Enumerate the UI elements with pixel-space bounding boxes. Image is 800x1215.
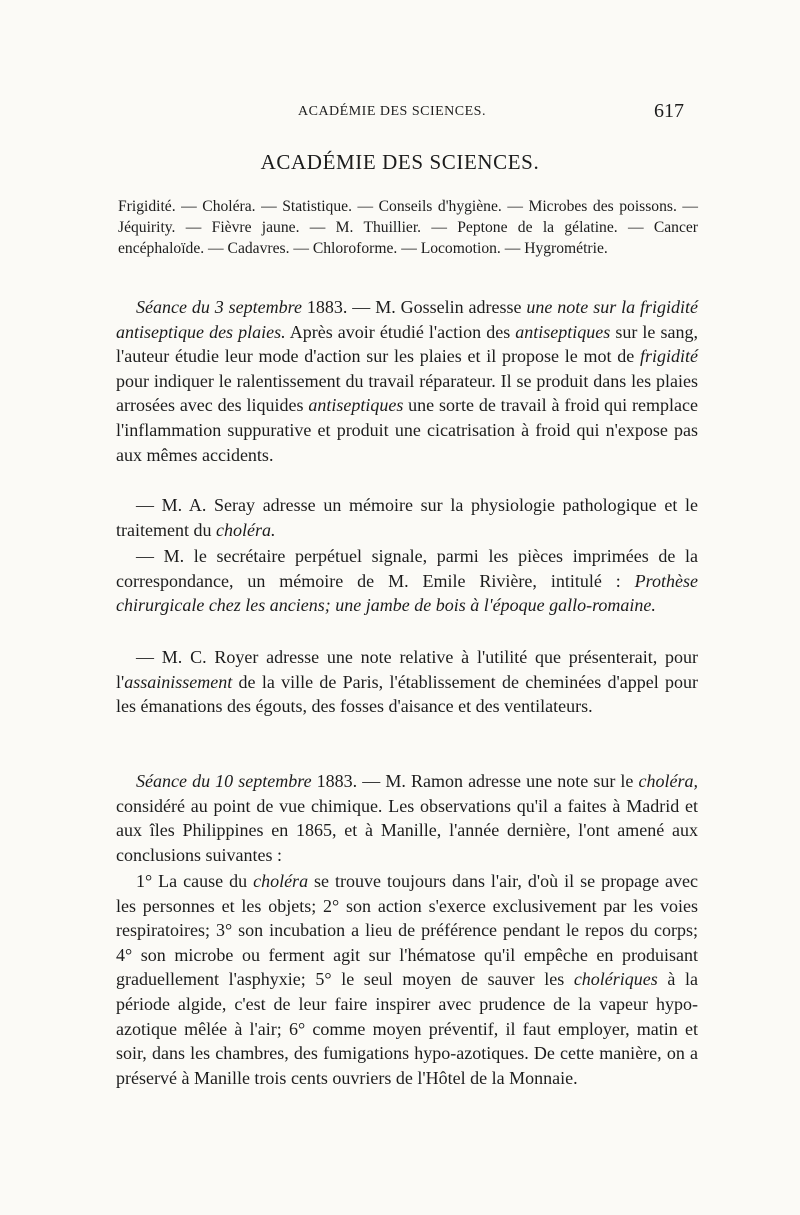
- text-run: sur le sang, l'auteur étudie leur mode d'action sur les plaies et il propose le mot de: [116, 321, 698, 367]
- italic-run: assainissement: [124, 671, 233, 692]
- text-run: — M. le secrétaire perpétuel signale, parmi les pièces imprimées de la correspondance, un mémoire de M. Emile Rivière, intitulé :: [116, 546, 698, 591]
- text-run: — M. C. Royer adresse une note relative à l'utilité que présenterait, pour l': [116, 647, 698, 692]
- text-run: 1° La cause du: [136, 871, 254, 891]
- section-title: ACADÉMIE DES SCIENCES.: [260, 150, 540, 174]
- text-run: considéré au point de vue chimique. Les observations qu'il a faites à Madrid et aux îles Philippines en 1865, et à Manille, l'année dernière, l'ont amené aux conclusions suivantes :: [116, 795, 698, 865]
- session-date: Séance du 10 septembre: [136, 771, 312, 791]
- italic-run: frigidité: [640, 346, 698, 367]
- section-summary: Frigidité. — Choléra. — Statistique. — Conseils d'hygiène. — Microbes des poissons. — Jéquirity. — Fièvre jaune. — M. Thuillier. — Peptone de la gélatine. — Cancer encéphaloïde. — Cadavres. — Chloroforme. — Locomotion. — Hygrométrie.: [118, 198, 698, 257]
- text-run: de la ville de Paris, l'établissement de cheminées d'appel pour les émanations des égouts, des fosses d'aisance et des ventilateurs.: [116, 671, 698, 717]
- paragraph-seray: [116, 493, 698, 542]
- running-header: [118, 100, 684, 124]
- session-date: Séance du 3 septembre: [136, 297, 302, 317]
- running-title: ACADÉMIE DES SCIENCES.: [298, 104, 486, 119]
- italic-run: Prothèse chirurgicale chez les anciens; une jambe de bois à l'époque gallo-romaine.: [116, 570, 698, 616]
- italic-run: une note sur la frigidité antiseptique des plaies.: [116, 297, 699, 342]
- text-run: 1883. — M. Gosselin adresse: [302, 297, 527, 317]
- paragraph-conclusions: [116, 869, 698, 1090]
- paragraph-royer: [116, 645, 698, 719]
- page-number: 617: [654, 100, 684, 122]
- paragraph-secretaire: [116, 544, 698, 618]
- text-run: se trouve toujours dans l'air, d'où il se propage avec les personnes et les objets; 2° son action s'exerce exclusivement par les voies respiratoires; 3° son incubation a lieu de préférence pendant le repos du corps; 4° son microbe ou ferment agit sur l'hématose qu'il empêche en produisant graduellement l'asphyxie; 5° le seul moyen de sauver les: [116, 871, 699, 990]
- italic-run: choléra.: [215, 519, 276, 540]
- italic-run: choléra: [253, 871, 309, 891]
- text-run: pour indiquer le ralentissement du travail réparateur. Il se produit dans les plaies arrosées avec des liquides: [116, 370, 698, 416]
- text-run: à la période algide, c'est de leur faire inspirer avec prudence de la vapeur hypo-azotique mêlée à l'air; 6° comme moyen préventif, il faut employer, matin et soir, dans les chambres, des fumigations hypo-azotiques. De cette manière, on a préservé à Manille trois cents ouvriers de l'Hôtel de la Monnaie.: [116, 969, 698, 1088]
- italic-run: antiseptiques: [515, 321, 611, 342]
- text-run: une sorte de travail à froid qui remplace l'inflammation suppurative et produit une cicatrisation à froid qui n'expose pas aux mêmes accidents.: [116, 395, 698, 465]
- italic-run: antiseptiques: [308, 395, 404, 416]
- italic-run: cholériques: [573, 969, 658, 990]
- text-run: — M. A. Seray adresse un mémoire sur la physiologie pathologique et le traitement du: [116, 495, 698, 540]
- italic-run: choléra,: [638, 771, 698, 791]
- paragraph-seance-3-septembre: [116, 295, 698, 467]
- text-run: 1883. — M. Ramon adresse une note sur le: [311, 771, 639, 791]
- paragraph-seance-10-septembre: [116, 769, 698, 867]
- text-run: Après avoir étudié l'action des: [285, 321, 516, 342]
